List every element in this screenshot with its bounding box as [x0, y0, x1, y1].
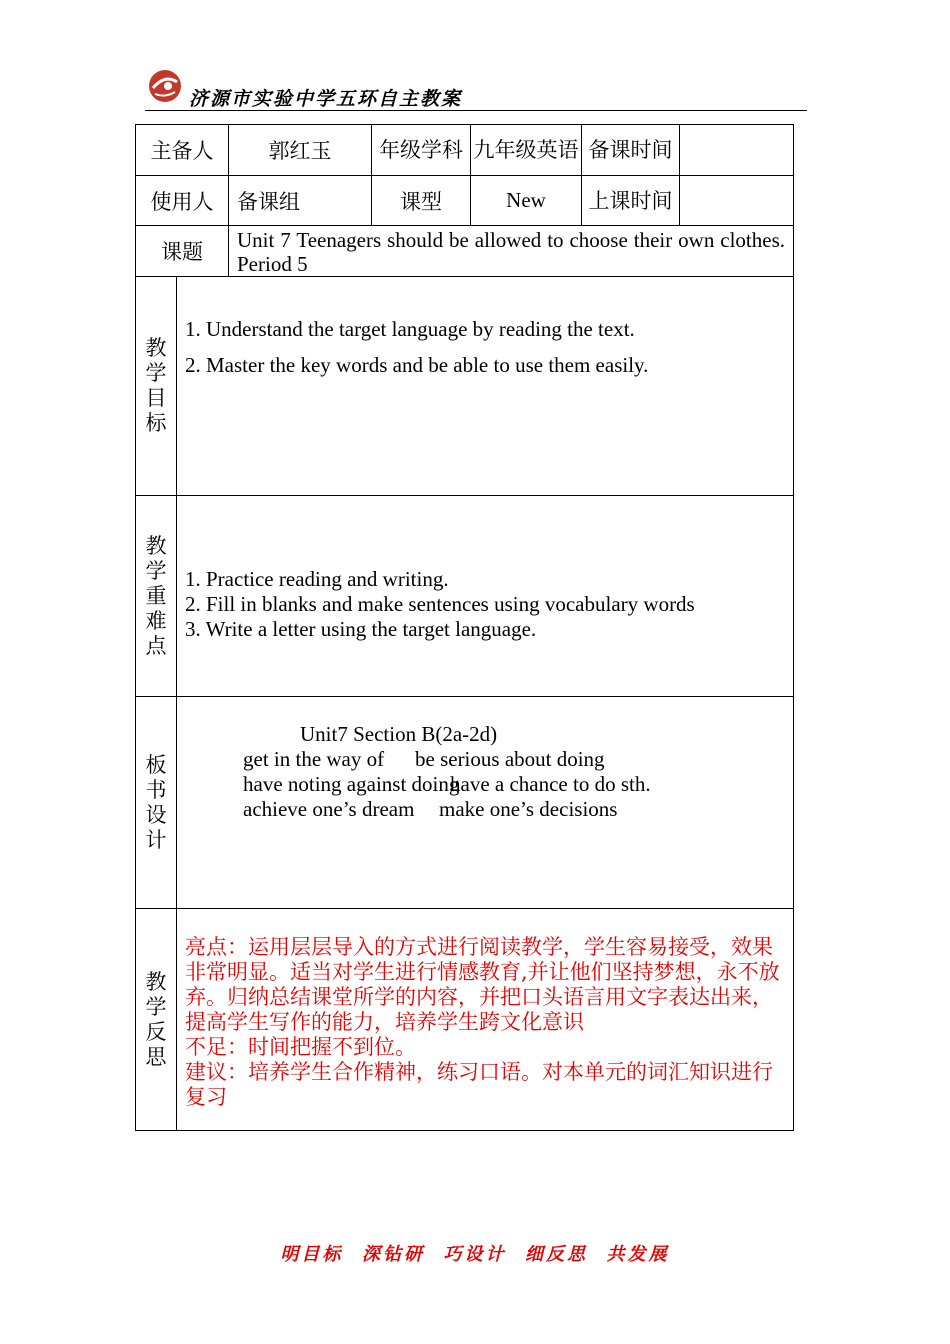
table-row	[136, 176, 794, 226]
reflection-shortcoming: 不足：时间把握不到位。	[185, 1035, 416, 1059]
class-time-value	[680, 176, 794, 226]
list-item: 2. Master the key words and be able to use them easily.	[185, 353, 649, 377]
lesson-type-label: 课型	[372, 176, 471, 226]
key-points-content	[177, 496, 794, 697]
board-line	[185, 797, 793, 822]
lesson-type-value: New	[471, 176, 582, 226]
table-row	[136, 277, 794, 496]
reflection-suggestion: 建议：培养学生合作精神，练习口语。对本单元的词汇知识进行复习	[185, 1060, 773, 1109]
reflection-label	[136, 909, 177, 1131]
prep-time-label: 备课时间	[582, 125, 680, 176]
board-title: Unit7 Section B(2a-2d)	[300, 722, 498, 746]
board-line	[185, 772, 793, 797]
table-row	[136, 909, 794, 1131]
page-header	[145, 68, 807, 114]
board-phrase: have a chance to do sth.	[450, 772, 651, 796]
footer-motto: 明目标 深钻研 巧设计 细反思 共发展	[280, 1244, 670, 1265]
reflection-highlight: 亮点：运用层层导入的方式进行阅读教学，学生容易接受，效果非常明显。适当对学生进行情感教育,并让他们坚持梦想，永不放弃。归纳总结课堂所学的内容，并把口头语言用文字表达出来，提高学生写作的能力，培养学生跨文化意识	[185, 935, 780, 1034]
list-item: 2. Fill in blanks and make sentences using vocabulary words	[185, 592, 695, 616]
board-phrase: achieve one’s dream	[243, 797, 415, 821]
user-label: 使用人	[136, 176, 229, 226]
objectives-label-text: 教学目标	[145, 336, 167, 435]
board-line	[185, 747, 793, 772]
table-row	[136, 496, 794, 697]
board-phrase: make one’s decisions	[439, 797, 618, 821]
reflection-content	[177, 909, 794, 1131]
header-rule	[145, 110, 807, 111]
table-row	[136, 125, 794, 176]
list-item: 3. Write a letter using the target language.	[185, 617, 537, 641]
school-logo-icon	[145, 68, 185, 104]
class-time-label: 上课时间	[582, 176, 680, 226]
board-design-label-text: 板书设计	[145, 752, 167, 852]
table-row	[136, 697, 794, 909]
board-design-content	[177, 697, 794, 909]
preparer-value: 郭红玉	[229, 125, 372, 176]
grade-subject-value: 九年级英语	[471, 125, 582, 176]
key-points-label	[136, 496, 177, 697]
table-row	[136, 226, 794, 277]
list-item: 1. Practice reading and writing.	[185, 567, 449, 591]
user-value: 备课组	[229, 176, 372, 226]
grade-subject-label: 年级学科	[372, 125, 471, 176]
prep-time-value	[680, 125, 794, 176]
objectives-label	[136, 277, 177, 496]
list-item: 1. Understand the target language by reading the text.	[185, 317, 635, 341]
preparer-label: 主备人	[136, 125, 229, 176]
board-phrase: have noting against doing	[243, 772, 460, 796]
board-phrase: be serious about doing	[415, 747, 605, 771]
objectives-content	[177, 277, 794, 496]
lesson-plan-table	[135, 124, 794, 1131]
board-design-label	[136, 697, 177, 909]
topic-text: Unit 7 Teenagers should be allowed to choose their own clothes. Period 5	[229, 226, 794, 277]
reflection-label-text: 教学反思	[145, 969, 167, 1069]
topic-label: 课题	[136, 226, 229, 277]
school-title: 济源市实验中学五环自主教案	[189, 88, 463, 110]
key-points-label-text: 教学重难点	[145, 533, 167, 658]
board-phrase: get in the way of	[243, 747, 385, 771]
